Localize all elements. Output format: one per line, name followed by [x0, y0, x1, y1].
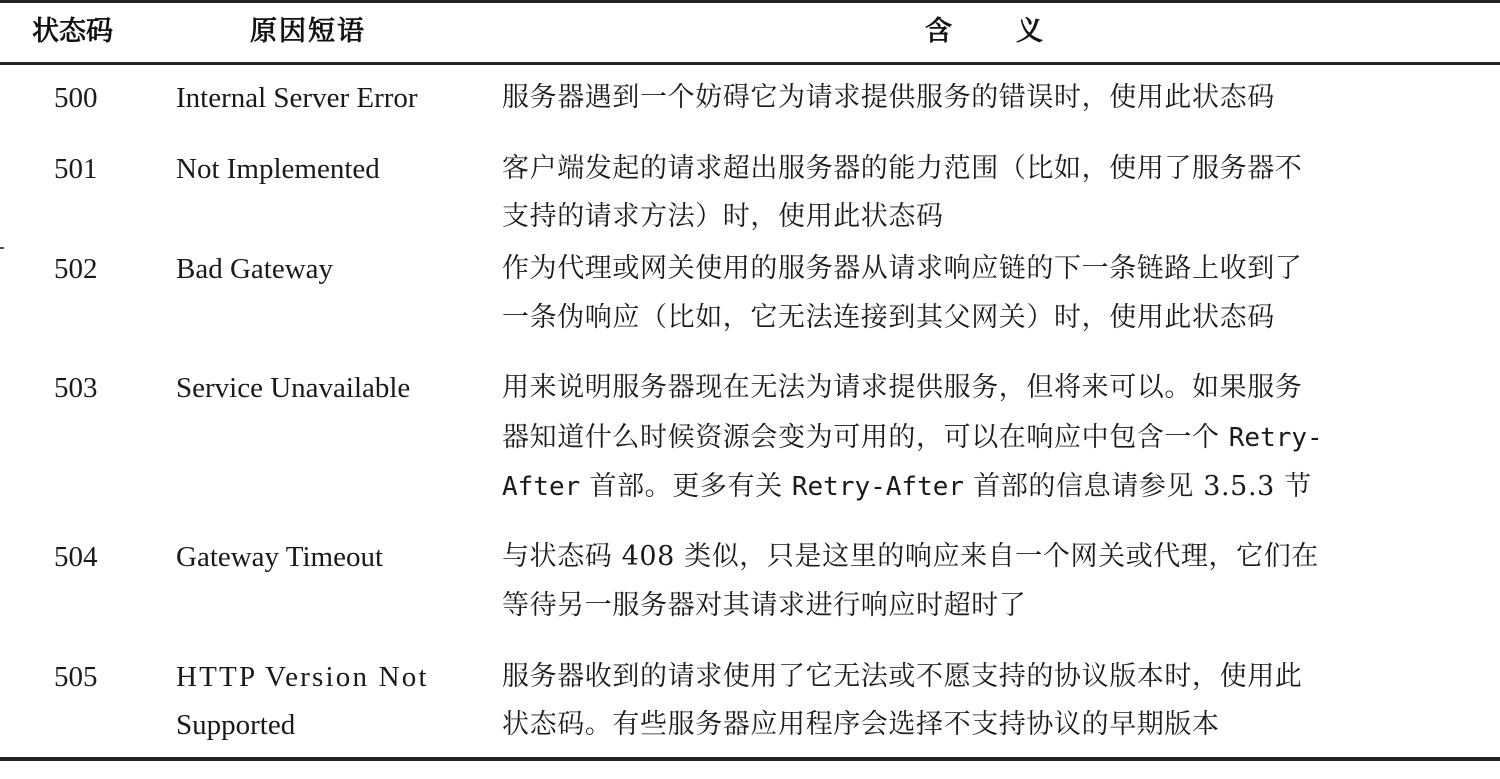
retry-after-code-c: Retry-After: [791, 472, 965, 502]
status-code-504: 504: [54, 541, 98, 573]
meaning-502-line-1: 作为代理或网关使用的服务器从请求响应链的下一条链路上收到了: [502, 253, 1303, 284]
meaning-503-line-1: 用来说明服务器现在无法为请求提供服务，但将来可以。如果服务: [502, 372, 1303, 403]
meaning-500: 服务器遇到一个妨碍它为请求提供服务的错误时，使用此状态码: [502, 82, 1275, 113]
header-meaning-left: 含: [925, 16, 952, 47]
reason-phrase-501: Not Implemented: [176, 153, 380, 185]
reason-phrase-505-line-1: HTTP Version Not: [176, 661, 429, 693]
meaning-504-line-1: 与状态码 408 类似，只是这里的响应来自一个网关或代理，它们在: [502, 541, 1319, 572]
status-code-501: 501: [54, 153, 98, 185]
reason-phrase-503: Service Unavailable: [176, 372, 411, 404]
margin-mark: [0, 247, 4, 249]
meaning-503-line-2: [502, 414, 1487, 462]
meaning-503-line-3-text-a: 首部。更多有关: [580, 471, 792, 502]
reason-phrase-500: Internal Server Error: [176, 82, 418, 114]
meaning-501-line-1: 客户端发起的请求超出服务器的能力范围（比如，使用了服务器不: [502, 153, 1303, 184]
header-meaning-right: 义: [1016, 16, 1043, 47]
meaning-505-line-1: 服务器收到的请求使用了它无法或不愿支持的协议版本时，使用此: [502, 661, 1303, 692]
retry-after-code-a: Retry-: [1228, 423, 1323, 453]
retry-after-code-b: After: [502, 472, 581, 502]
status-code-503: 503: [54, 372, 98, 404]
meaning-503-line-3: [502, 463, 1487, 511]
status-code-505: 505: [54, 661, 98, 693]
meaning-503-line-3-text-b: 首部的信息请参见 3.5.3 节: [964, 471, 1312, 502]
reason-phrase-504: Gateway Timeout: [176, 541, 384, 573]
meaning-501-line-2: 支持的请求方法）时，使用此状态码: [502, 201, 944, 232]
header-meaning: [925, 12, 1043, 52]
reason-phrase-502: Bad Gateway: [176, 253, 334, 285]
header-status-code: 状态码: [32, 16, 113, 47]
table-bottom-rule: [0, 757, 1500, 761]
header-reason-phrase: 原因短语: [250, 16, 366, 47]
status-code-502: 502: [54, 253, 98, 285]
meaning-502-line-2: 一条伪响应（比如，它无法连接到其父网关）时，使用此状态码: [502, 302, 1275, 333]
header-rule: [0, 62, 1500, 65]
reason-phrase-505-line-2: Supported: [176, 709, 296, 741]
status-code-500: 500: [54, 82, 98, 114]
table-top-rule: [0, 0, 1500, 3]
meaning-504-line-2: 等待另一服务器对其请求进行响应时超时了: [502, 590, 1027, 621]
meaning-503-line-2-text: 器知道什么时候资源会变为可用的，可以在响应中包含一个: [502, 422, 1229, 453]
meaning-505-line-2: 状态码。有些服务器应用程序会选择不支持协议的早期版本: [502, 709, 1220, 740]
